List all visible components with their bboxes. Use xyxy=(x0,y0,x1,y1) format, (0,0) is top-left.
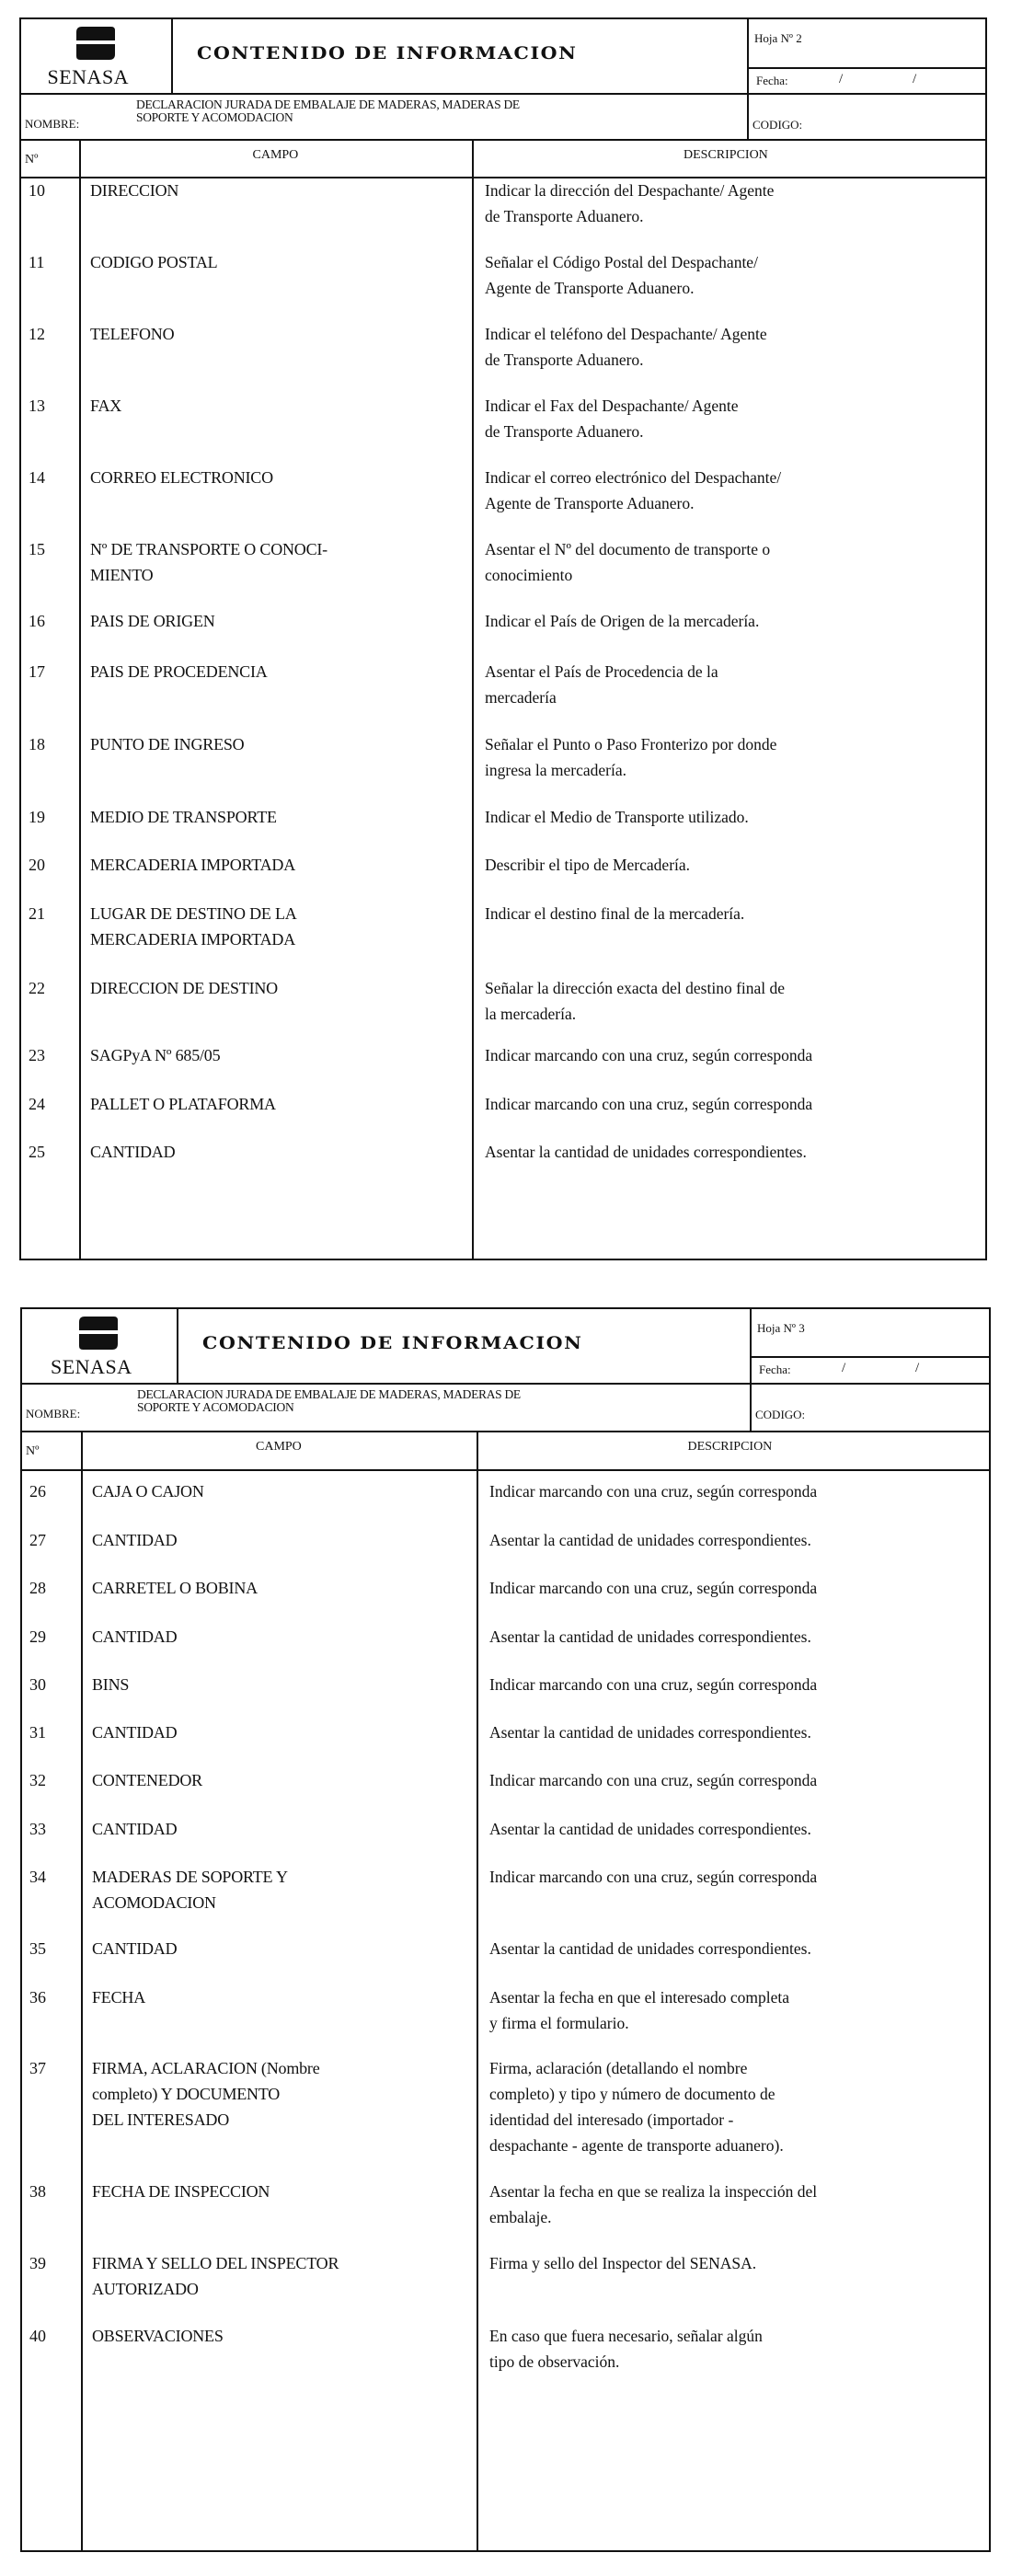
logo-divider xyxy=(177,1307,178,1383)
row-number: 38 xyxy=(29,2182,46,2201)
sheet-number: Hoja Nº 3 xyxy=(757,1321,805,1335)
nombre-value-line2: SOPORTE Y ACOMODACION xyxy=(136,110,293,124)
row-descripcion: tipo de observación. xyxy=(489,2352,620,2371)
row-number: 27 xyxy=(29,1531,46,1549)
row-descripcion: En caso que fuera necesario, señalar algún xyxy=(489,2327,763,2345)
nombre-value-line1: DECLARACION JURADA DE EMBALAJE DE MADERAS, MADERAS DE xyxy=(136,98,520,111)
row-campo: MADERAS DE SOPORTE Y xyxy=(92,1868,288,1886)
row-descripcion: Indicar el País de Origen de la mercadería. xyxy=(485,612,760,630)
senasa-wordmark: SENASA xyxy=(47,65,130,88)
row-descripcion: mercadería xyxy=(485,688,557,707)
row-number: 32 xyxy=(29,1771,46,1789)
nombre-label: NOMBRE: xyxy=(26,1407,81,1420)
campo-column-divider xyxy=(472,139,474,1260)
row-campo: CANTIDAD xyxy=(92,1820,178,1838)
row-number: 39 xyxy=(29,2254,46,2272)
row-campo: LUGAR DE DESTINO DE LA xyxy=(90,904,297,923)
row-number: 33 xyxy=(29,1820,46,1838)
row-campo: CANTIDAD xyxy=(92,1939,178,1958)
row-number: 35 xyxy=(29,1939,46,1958)
row-descripcion: completo) y tipo y número de documento de xyxy=(489,2085,775,2103)
row-descripcion: de Transporte Aduanero. xyxy=(485,207,644,225)
column-header-descripcion: DESCRIPCION xyxy=(684,148,768,162)
row-descripcion: Señalar el Código Postal del Despachante/ xyxy=(485,253,758,271)
row-descripcion: embalaje. xyxy=(489,2208,552,2226)
row-campo: MEDIO DE TRANSPORTE xyxy=(90,808,277,826)
row-descripcion: Indicar marcando con una cruz, según corresponda xyxy=(489,1482,818,1501)
row-number: 17 xyxy=(29,662,45,681)
row-campo: FAX xyxy=(90,397,122,415)
column-header-descripcion: DESCRIPCION xyxy=(687,1440,773,1454)
row-descripcion: Indicar marcando con una cruz, según corresponda xyxy=(489,1771,818,1789)
row-descripcion: Asentar la cantidad de unidades correspondientes. xyxy=(489,1939,811,1958)
row-descripcion: Firma, aclaración (detallando el nombre xyxy=(489,2059,748,2077)
row-number: 21 xyxy=(29,904,45,923)
row-campo: MERCADERIA IMPORTADA xyxy=(90,930,295,949)
row-number: 24 xyxy=(29,1095,45,1113)
column-header-campo: CAMPO xyxy=(252,148,299,162)
row-descripcion: Indicar el Fax del Despachante/ Agente xyxy=(485,397,739,415)
row-number: 28 xyxy=(29,1579,46,1597)
row-descripcion: Indicar marcando con una cruz, según corresponda xyxy=(485,1046,813,1064)
row-descripcion: Indicar marcando con una cruz, según corresponda xyxy=(489,1675,818,1694)
row-campo: DIRECCION DE DESTINO xyxy=(90,979,278,997)
row-descripcion: de Transporte Aduanero. xyxy=(485,351,644,369)
row-campo: FIRMA, ACLARACION (Nombre xyxy=(92,2059,320,2077)
row-number: 22 xyxy=(29,979,45,997)
row-campo: FECHA DE INSPECCION xyxy=(92,2182,270,2201)
row-number: 13 xyxy=(29,397,45,415)
form-title: CONTENIDO DE INFORMACION xyxy=(197,43,578,63)
row-campo: CONTENEDOR xyxy=(92,1771,202,1789)
row-number: 25 xyxy=(29,1143,45,1161)
row-campo: AUTORIZADO xyxy=(92,2280,199,2298)
row-number: 18 xyxy=(29,735,45,753)
row-campo: PAIS DE PROCEDENCIA xyxy=(90,662,268,681)
row-number: 16 xyxy=(29,612,45,630)
senasa-logo-icon xyxy=(76,27,115,60)
row-campo: MERCADERIA IMPORTADA xyxy=(90,856,295,874)
senasa-logo-icon xyxy=(79,1317,118,1350)
row-number: 12 xyxy=(29,325,45,343)
row-campo: FIRMA Y SELLO DEL INSPECTOR xyxy=(92,2254,339,2272)
row-campo: CARRETEL O BOBINA xyxy=(92,1579,258,1597)
row-descripcion: Asentar la cantidad de unidades correspondientes. xyxy=(489,1820,811,1838)
row-descripcion: Asentar el País de Procedencia de la xyxy=(485,662,718,681)
senasa-wordmark: SENASA xyxy=(51,1355,132,1378)
row-campo: DEL INTERESADO xyxy=(92,2110,230,2129)
header-divider xyxy=(19,93,987,95)
row-descripcion: Indicar marcando con una cruz, según corresponda xyxy=(485,1095,813,1113)
hoja-fecha-divider xyxy=(747,67,987,69)
row-descripcion: Indicar marcando con una cruz, según corresponda xyxy=(489,1579,818,1597)
codigo-label: CODIGO: xyxy=(755,1408,806,1421)
row-descripcion: Asentar la cantidad de unidades correspondientes. xyxy=(489,1531,811,1549)
row-campo: SAGPyA Nº 685/05 xyxy=(90,1046,221,1064)
row-descripcion: ingresa la mercadería. xyxy=(485,761,627,779)
row-campo: MIENTO xyxy=(90,566,154,584)
row-descripcion: Asentar la cantidad de unidades correspondientes. xyxy=(489,1627,811,1646)
row-descripcion: Agente de Transporte Aduanero. xyxy=(485,494,695,512)
row-descripcion: Asentar la fecha en que se realiza la inspección del xyxy=(489,2182,818,2201)
row-campo: BINS xyxy=(92,1675,130,1694)
nombre-value-line2: SOPORTE Y ACOMODACION xyxy=(137,1400,294,1414)
row-number: 26 xyxy=(29,1482,46,1501)
nombre-divider xyxy=(20,1431,991,1432)
column-header-num: Nº xyxy=(25,153,39,167)
nombre-divider xyxy=(19,139,987,141)
row-descripcion: Indicar la dirección del Despachante/ Agente xyxy=(485,181,775,200)
row-descripcion: Describir el tipo de Mercadería. xyxy=(485,856,691,874)
hoja-divider xyxy=(747,17,749,139)
row-number: 31 xyxy=(29,1723,46,1742)
logo-divider xyxy=(171,17,173,93)
row-number: 15 xyxy=(29,540,45,558)
column-header-divider xyxy=(20,1469,991,1471)
hoja-divider xyxy=(750,1307,752,1431)
row-descripcion: conocimiento xyxy=(485,566,573,584)
row-descripcion: de Transporte Aduanero. xyxy=(485,422,644,441)
row-campo: CANTIDAD xyxy=(90,1143,176,1161)
row-descripcion: Señalar el Punto o Paso Fronterizo por donde xyxy=(485,735,777,753)
row-campo: DIRECCION xyxy=(90,181,179,200)
row-number: 30 xyxy=(29,1675,46,1694)
row-campo: PUNTO DE INGRESO xyxy=(90,735,245,753)
row-number: 20 xyxy=(29,856,45,874)
row-descripcion: despachante - agente de transporte aduanero). xyxy=(489,2136,784,2155)
num-column-divider xyxy=(79,139,81,1260)
row-descripcion: la mercadería. xyxy=(485,1005,577,1023)
row-descripcion: Indicar marcando con una cruz, según corresponda xyxy=(489,1868,818,1886)
row-descripcion: Asentar la fecha en que el interesado completa xyxy=(489,1988,790,2007)
row-number: 36 xyxy=(29,1988,46,2007)
fecha-day-month-sep: / xyxy=(842,1361,846,1375)
form-title: CONTENIDO DE INFORMACION xyxy=(202,1333,583,1353)
row-campo: Nº DE TRANSPORTE O CONOCI- xyxy=(90,540,327,558)
campo-column-divider xyxy=(477,1431,478,2552)
row-number: 37 xyxy=(29,2059,46,2077)
row-descripcion: Asentar la cantidad de unidades correspondientes. xyxy=(485,1143,807,1161)
row-descripcion: y firma el formulario. xyxy=(489,2014,629,2032)
row-number: 10 xyxy=(29,181,45,200)
row-campo: CANTIDAD xyxy=(92,1723,178,1742)
row-descripcion: Indicar el teléfono del Despachante/ Agente xyxy=(485,325,767,343)
column-header-num: Nº xyxy=(26,1444,40,1458)
sheet-number: Hoja Nº 2 xyxy=(754,31,802,45)
row-number: 11 xyxy=(29,253,45,271)
row-campo: CANTIDAD xyxy=(92,1627,178,1646)
row-descripcion: Indicar el correo electrónico del Despachante/ xyxy=(485,468,782,487)
row-number: 14 xyxy=(29,468,45,487)
row-campo: PALLET O PLATAFORMA xyxy=(90,1095,276,1113)
row-campo: OBSERVACIONES xyxy=(92,2327,224,2345)
row-campo: completo) Y DOCUMENTO xyxy=(92,2085,281,2103)
row-number: 34 xyxy=(29,1868,46,1886)
fecha-label: Fecha: xyxy=(759,1363,791,1376)
row-descripcion: Indicar el Medio de Transporte utilizado. xyxy=(485,808,749,826)
row-campo: TELEFONO xyxy=(90,325,175,343)
row-campo: PAIS DE ORIGEN xyxy=(90,612,215,630)
row-descripcion: Firma y sello del Inspector del SENASA. xyxy=(489,2254,757,2272)
fecha-label: Fecha: xyxy=(756,74,788,87)
row-descripcion: Indicar el destino final de la mercadería. xyxy=(485,904,745,923)
row-descripcion: Señalar la dirección exacta del destino final de xyxy=(485,979,786,997)
fecha-month-year-sep: / xyxy=(915,1361,920,1375)
row-campo: ACOMODACION xyxy=(92,1893,216,1912)
column-header-campo: CAMPO xyxy=(256,1440,302,1454)
row-campo: CANTIDAD xyxy=(92,1531,178,1549)
hoja-fecha-divider xyxy=(750,1356,991,1358)
row-number: 23 xyxy=(29,1046,45,1064)
nombre-label: NOMBRE: xyxy=(25,117,80,131)
codigo-label: CODIGO: xyxy=(753,118,803,132)
row-number: 40 xyxy=(29,2327,46,2345)
row-campo: CODIGO POSTAL xyxy=(90,253,218,271)
nombre-value-line1: DECLARACION JURADA DE EMBALAJE DE MADERAS, MADERAS DE xyxy=(137,1387,521,1401)
fecha-day-month-sep: / xyxy=(839,72,844,86)
row-campo: FECHA xyxy=(92,1988,146,2007)
row-descripcion: identidad del interesado (importador - xyxy=(489,2110,734,2129)
row-campo: CAJA O CAJON xyxy=(92,1482,204,1501)
fecha-month-year-sep: / xyxy=(913,72,917,86)
row-descripcion: Asentar la cantidad de unidades correspondientes. xyxy=(489,1723,811,1742)
row-campo: CORREO ELECTRONICO xyxy=(90,468,273,487)
num-column-divider xyxy=(81,1431,83,2552)
row-number: 29 xyxy=(29,1627,46,1646)
header-divider xyxy=(20,1383,991,1385)
row-descripcion: Agente de Transporte Aduanero. xyxy=(485,279,695,297)
row-descripcion: Asentar el Nº del documento de transporte o xyxy=(485,540,771,558)
row-number: 19 xyxy=(29,808,45,826)
